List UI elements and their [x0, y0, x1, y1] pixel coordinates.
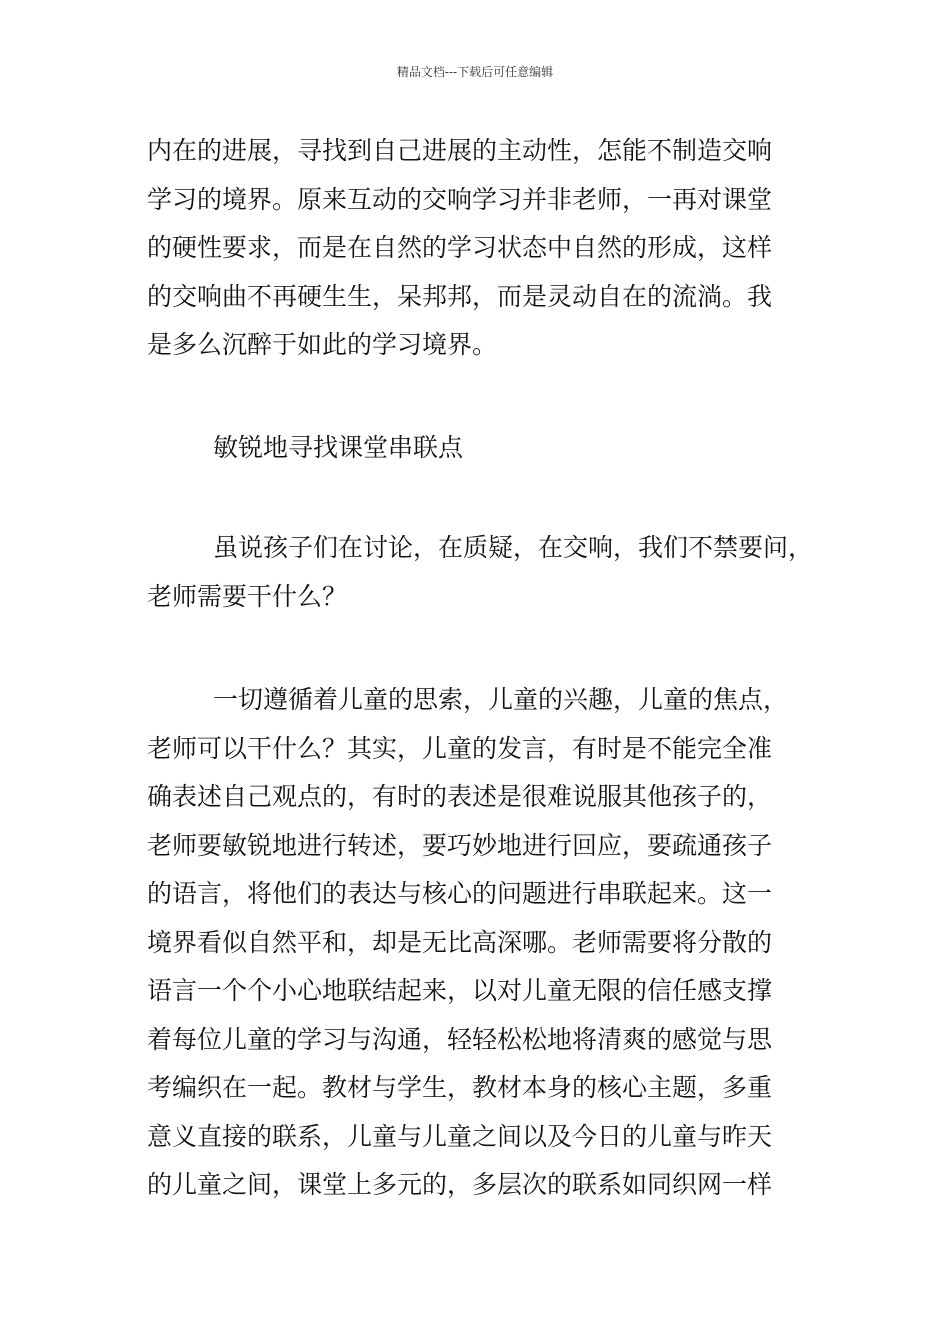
paragraph-question: 虽说孩子们在讨论，在质疑，在交响，我们不禁要问， 老师需要干什么？ [147, 533, 814, 611]
section-heading: 敏锐地寻找课堂串联点 [213, 433, 464, 462]
paragraph-body: 一切遵循着儿童的思索，儿童的兴趣，儿童的焦点， 老师可以干什么？其实，儿童的发言，有时是不能完全准 确表述自己观点的，有时的表述是很难说服其他孩子的， 老师要敏锐地进行转述，要巧妙地进行回应，要疏通孩子 的语言，将他们的表达与核心的问题进行串联起来。这一 境界看似自然平和，却是无比高深哪。老师需要将分散的 语言一个个小心地联结起来，以对儿童无限的信任感支撑 着每位儿童的学习与沟通，轻轻松松地将清爽的感觉与思 考编织在一起。教材与学生，教材本身的核心主题，多重 意义直接的联系，儿童与儿童之间以及今日的儿童与昨天 的儿童之间，课堂上多元的，多层次的联系如同织网一样 [147, 685, 789, 1199]
page-header: 精品文档---下载后可任意编辑 [396, 65, 554, 79]
paragraph-intro: 内在的进展，寻找到自己进展的主动性，怎能不制造交响 学习的境界。原来互动的交响学习并非老师，一再对课堂 的硬性要求，而是在自然的学习状态中自然的形成，这样 的交响曲不再硬生生，呆邦邦，而是灵动自在的流淌。我 是多么沉醉于如此的学习境界。 [147, 136, 773, 359]
